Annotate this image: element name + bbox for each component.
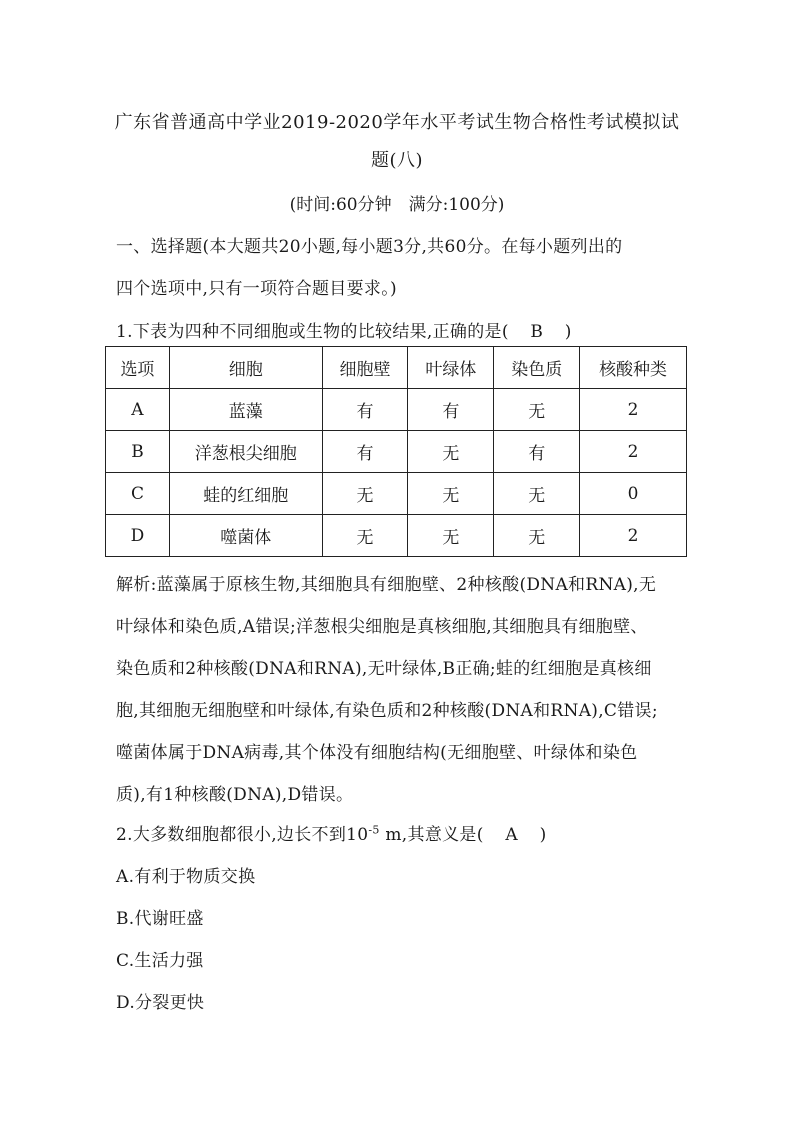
exam-title-line2: 题(八) [370, 150, 424, 171]
table-row [106, 389, 687, 431]
table-cell: 无 [408, 515, 494, 557]
question-2-text-suffix: m,其意义是( [379, 825, 484, 845]
question-2-option-b: B.代谢旺盛 [116, 909, 204, 929]
section-heading-line2: 四个选项中,只有一项符合题目要求。) [116, 279, 397, 299]
analysis-line-5: 噬菌体属于DNA病毒,其个体没有细胞结构(无细胞壁、叶绿体和染色 [116, 743, 638, 763]
question-2-option-c: C.生活力强 [116, 951, 204, 971]
table-header-cell: 选项 [106, 347, 170, 389]
table-cell: D [106, 515, 170, 557]
table-row [106, 431, 687, 473]
table-cell: 有 [322, 431, 408, 473]
table-cell: 噬菌体 [169, 515, 322, 557]
table-cell: 无 [494, 473, 580, 515]
comparison-table [105, 346, 687, 557]
question-1-answer: B [530, 322, 544, 342]
question-2-text-prefix: 2.大多数细胞都很小,边长不到10 [116, 825, 369, 845]
table-cell: 有 [322, 389, 408, 431]
table-header-cell: 染色质 [494, 347, 580, 389]
table-cell: B [106, 431, 170, 473]
table-cell: 无 [408, 473, 494, 515]
table-row [106, 515, 687, 557]
table-cell: 无 [408, 431, 494, 473]
question-2-answer: A [505, 825, 518, 845]
analysis-line-3: 染色质和2种核酸(DNA和RNA),无叶绿体,B正确;蛙的红细胞是真核细 [116, 659, 652, 679]
question-2-stem [116, 820, 547, 845]
analysis-line-6: 质),有1种核酸(DNA),D错误。 [116, 785, 354, 805]
table-header-row [106, 347, 687, 389]
table-cell: 无 [322, 473, 408, 515]
analysis-line-4: 胞,其细胞无细胞壁和叶绿体,有染色质和2种核酸(DNA和RNA),C错误; [116, 701, 658, 721]
question-1-stem [116, 317, 572, 342]
table-cell: 2 [580, 515, 687, 557]
table-cell: 有 [408, 389, 494, 431]
question-1-close: ) [564, 322, 572, 342]
exam-meta: (时间:60分钟 满分:100分) [289, 195, 505, 215]
exam-title-line1: 广东省普通高中学业2019-2020学年水平考试生物合格性考试模拟试 [114, 112, 680, 133]
table-row [106, 473, 687, 515]
question-2-option-d: D.分裂更快 [116, 993, 205, 1013]
table-cell: 无 [494, 389, 580, 431]
question-2-exponent: -5 [368, 823, 380, 837]
table-cell: A [106, 389, 170, 431]
question-1-text: 1.下表为四种不同细胞或生物的比较结果,正确的是( [116, 322, 509, 342]
table-header-cell: 叶绿体 [408, 347, 494, 389]
analysis-line-2: 叶绿体和染色质,A错误;洋葱根尖细胞是真核细胞,其细胞具有细胞壁、 [116, 617, 648, 637]
section-heading-line1: 一、选择题(本大题共20小题,每小题3分,共60分。在每小题列出的 [116, 237, 623, 257]
table-cell: C [106, 473, 170, 515]
table-cell: 无 [322, 515, 408, 557]
table-header-cell: 核酸种类 [580, 347, 687, 389]
table-cell: 2 [580, 389, 687, 431]
table-cell: 有 [494, 431, 580, 473]
table-header-cell: 细胞壁 [322, 347, 408, 389]
table-cell: 2 [580, 431, 687, 473]
table-cell: 无 [494, 515, 580, 557]
table-cell: 蛙的红细胞 [169, 473, 322, 515]
table-cell: 蓝藻 [169, 389, 322, 431]
table-cell: 洋葱根尖细胞 [169, 431, 322, 473]
table-header-cell: 细胞 [169, 347, 322, 389]
analysis-line-1: 解析:蓝藻属于原核生物,其细胞具有细胞壁、2种核酸(DNA和RNA),无 [116, 575, 657, 595]
table-cell: 0 [580, 473, 687, 515]
question-2-close: ) [539, 825, 547, 845]
question-2-option-a: A.有利于物质交换 [116, 867, 256, 887]
